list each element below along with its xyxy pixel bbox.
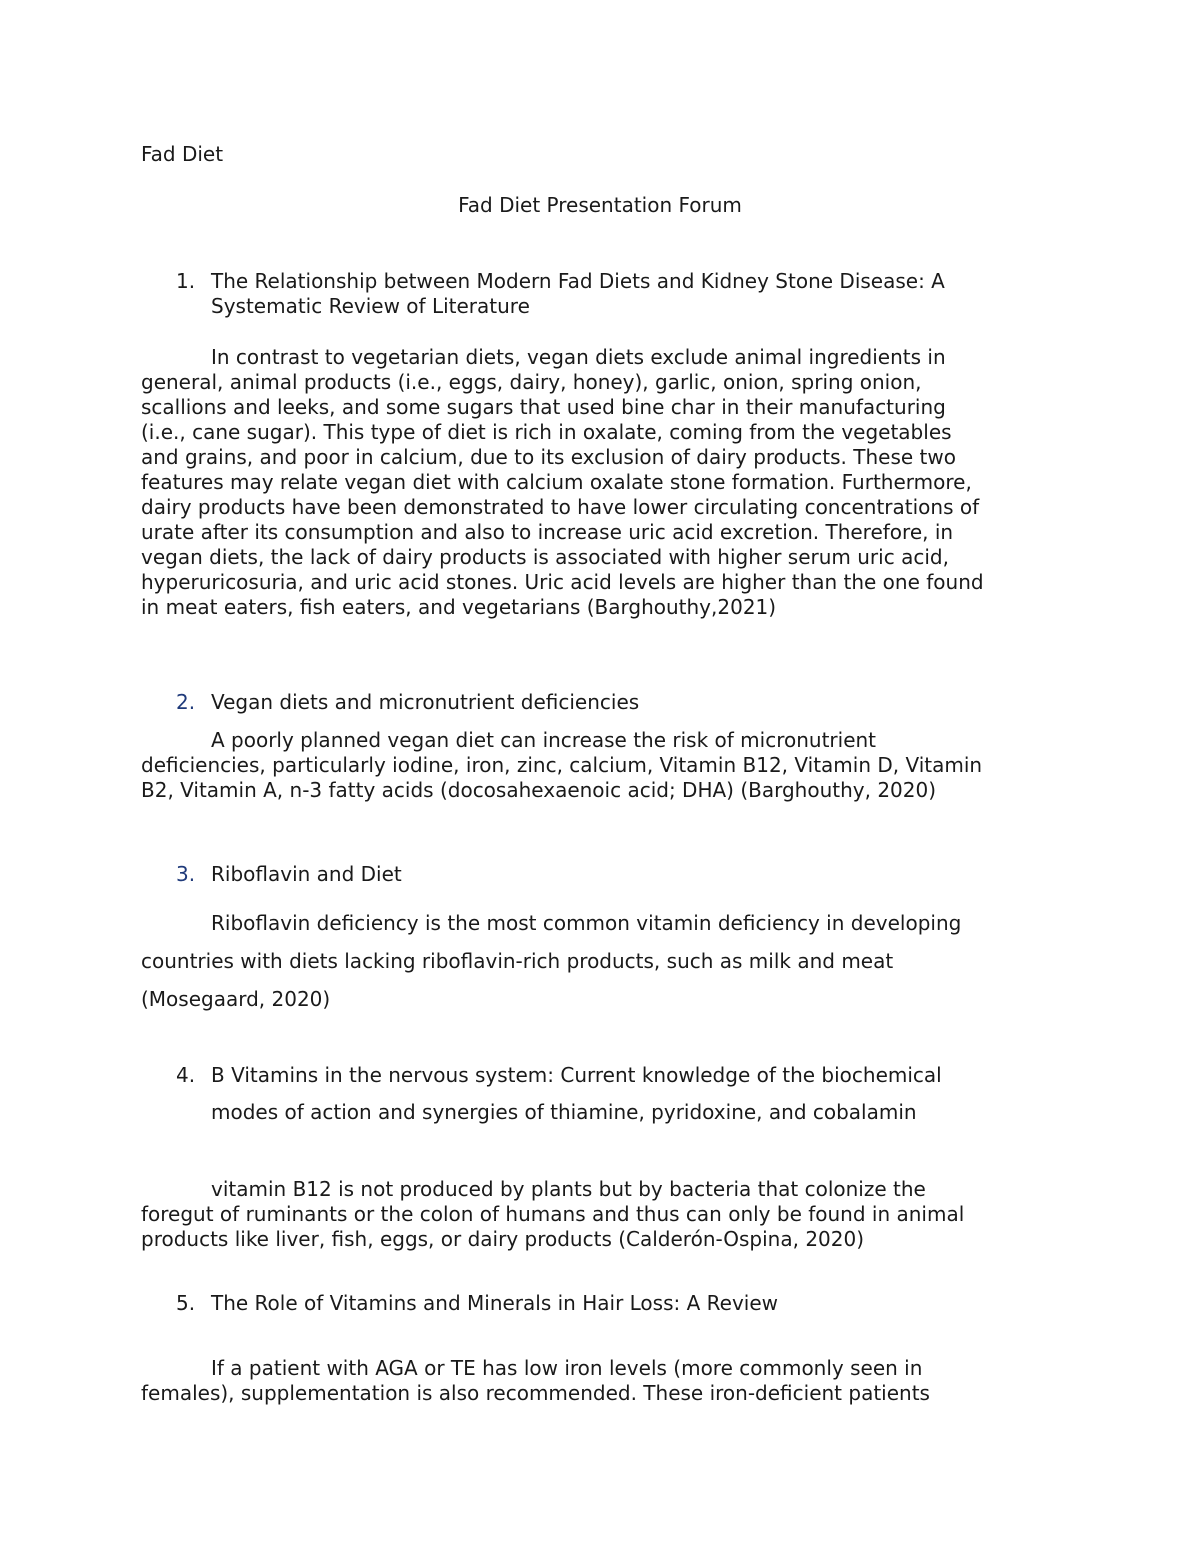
paragraph-line: A poorly planned vegan diet can increase the risk of micronutrient [211,728,877,752]
section-heading [211,1291,778,1316]
section-number: 5. [176,1291,196,1315]
paragraph-line: vegan diets, the lack of dairy products is associated with higher serum uric acid, [141,545,949,569]
paragraph-line: (Mosegaard, 2020) [141,987,331,1011]
section-paragraph [141,904,961,1018]
heading-line: The Relationship between Modern Fad Diets and Kidney Stone Disease: A [211,269,945,293]
section-number: 1. [176,269,196,293]
paragraph-line: hyperuricosuria, and uric acid stones. Uric acid levels are higher than the one found [141,570,984,594]
section-paragraph [141,728,982,803]
section-number: 2. [176,690,196,714]
paragraph-line: features may relate vegan diet with calcium oxalate stone formation. Furthermore, [141,470,972,494]
heading-line: Riboflavin and Diet [211,862,402,886]
paragraph-line: B2, Vitamin A, n-3 fatty acids (docosahexaenoic acid; DHA) (Barghouthy, 2020) [141,778,937,802]
paragraph-line: If a patient with AGA or TE has low iron levels (more commonly seen in [211,1356,923,1380]
paragraph-line: products like liver, fish, eggs, or dairy products (Calderón-Ospina, 2020) [141,1227,865,1251]
paragraph-line: In contrast to vegetarian diets, vegan diets exclude animal ingredients in [211,345,946,369]
section-paragraph [141,1356,930,1406]
paragraph-line: countries with diets lacking riboflavin-rich products, such as milk and meat [141,949,894,973]
section-heading [211,862,402,887]
document-title: Fad Diet Presentation Forum [458,193,742,217]
document-header: Fad Diet [141,142,224,166]
paragraph-line: scallions and leeks, and some sugars that used bine char in their manufacturing [141,395,946,419]
paragraph-line: females), supplementation is also recommended. These iron-deficient patients [141,1381,930,1405]
heading-line: B Vitamins in the nervous system: Current knowledge of the biochemical [211,1063,942,1087]
paragraph-line: (i.e., cane sugar). This type of diet is rich in oxalate, coming from the vegetables [141,420,952,444]
section-number: 3. [176,862,196,886]
paragraph-line: dairy products have been demonstrated to have lower circulating concentrations of [141,495,980,519]
paragraph-line: Riboflavin deficiency is the most common vitamin deficiency in developing [211,911,962,935]
heading-line: Vegan diets and micronutrient deficiencies [211,690,640,714]
paragraph-line: vitamin B12 is not produced by plants but by bacteria that colonize the [211,1177,926,1201]
paragraph-line: and grains, and poor in calcium, due to its exclusion of dairy products. These two [141,445,956,469]
section-heading [211,269,945,319]
paragraph-line: deficiencies, particularly iodine, iron, zinc, calcium, Vitamin B12, Vitamin D, Vitamin [141,753,983,777]
heading-line: The Role of Vitamins and Minerals in Hair Loss: A Review [211,1291,779,1315]
section-heading [211,690,639,715]
paragraph-line: in meat eaters, fish eaters, and vegetarians (Barghouthy,2021) [141,595,777,619]
heading-line: modes of action and synergies of thiamine, pyridoxine, and cobalamin [211,1100,917,1124]
paragraph-line: urate after its consumption and also to increase uric acid excretion. Therefore, in [141,520,954,544]
paragraph-line: foregut of ruminants or the colon of humans and thus can only be found in animal [141,1202,965,1226]
heading-line: Systematic Review of Literature [211,294,530,318]
section-number: 4. [176,1063,196,1087]
section-paragraph [141,1177,964,1252]
paragraph-line: general, animal products (i.e., eggs, dairy, honey), garlic, onion, spring onion, [141,370,922,394]
section-heading [211,1057,942,1131]
section-paragraph [141,345,984,620]
